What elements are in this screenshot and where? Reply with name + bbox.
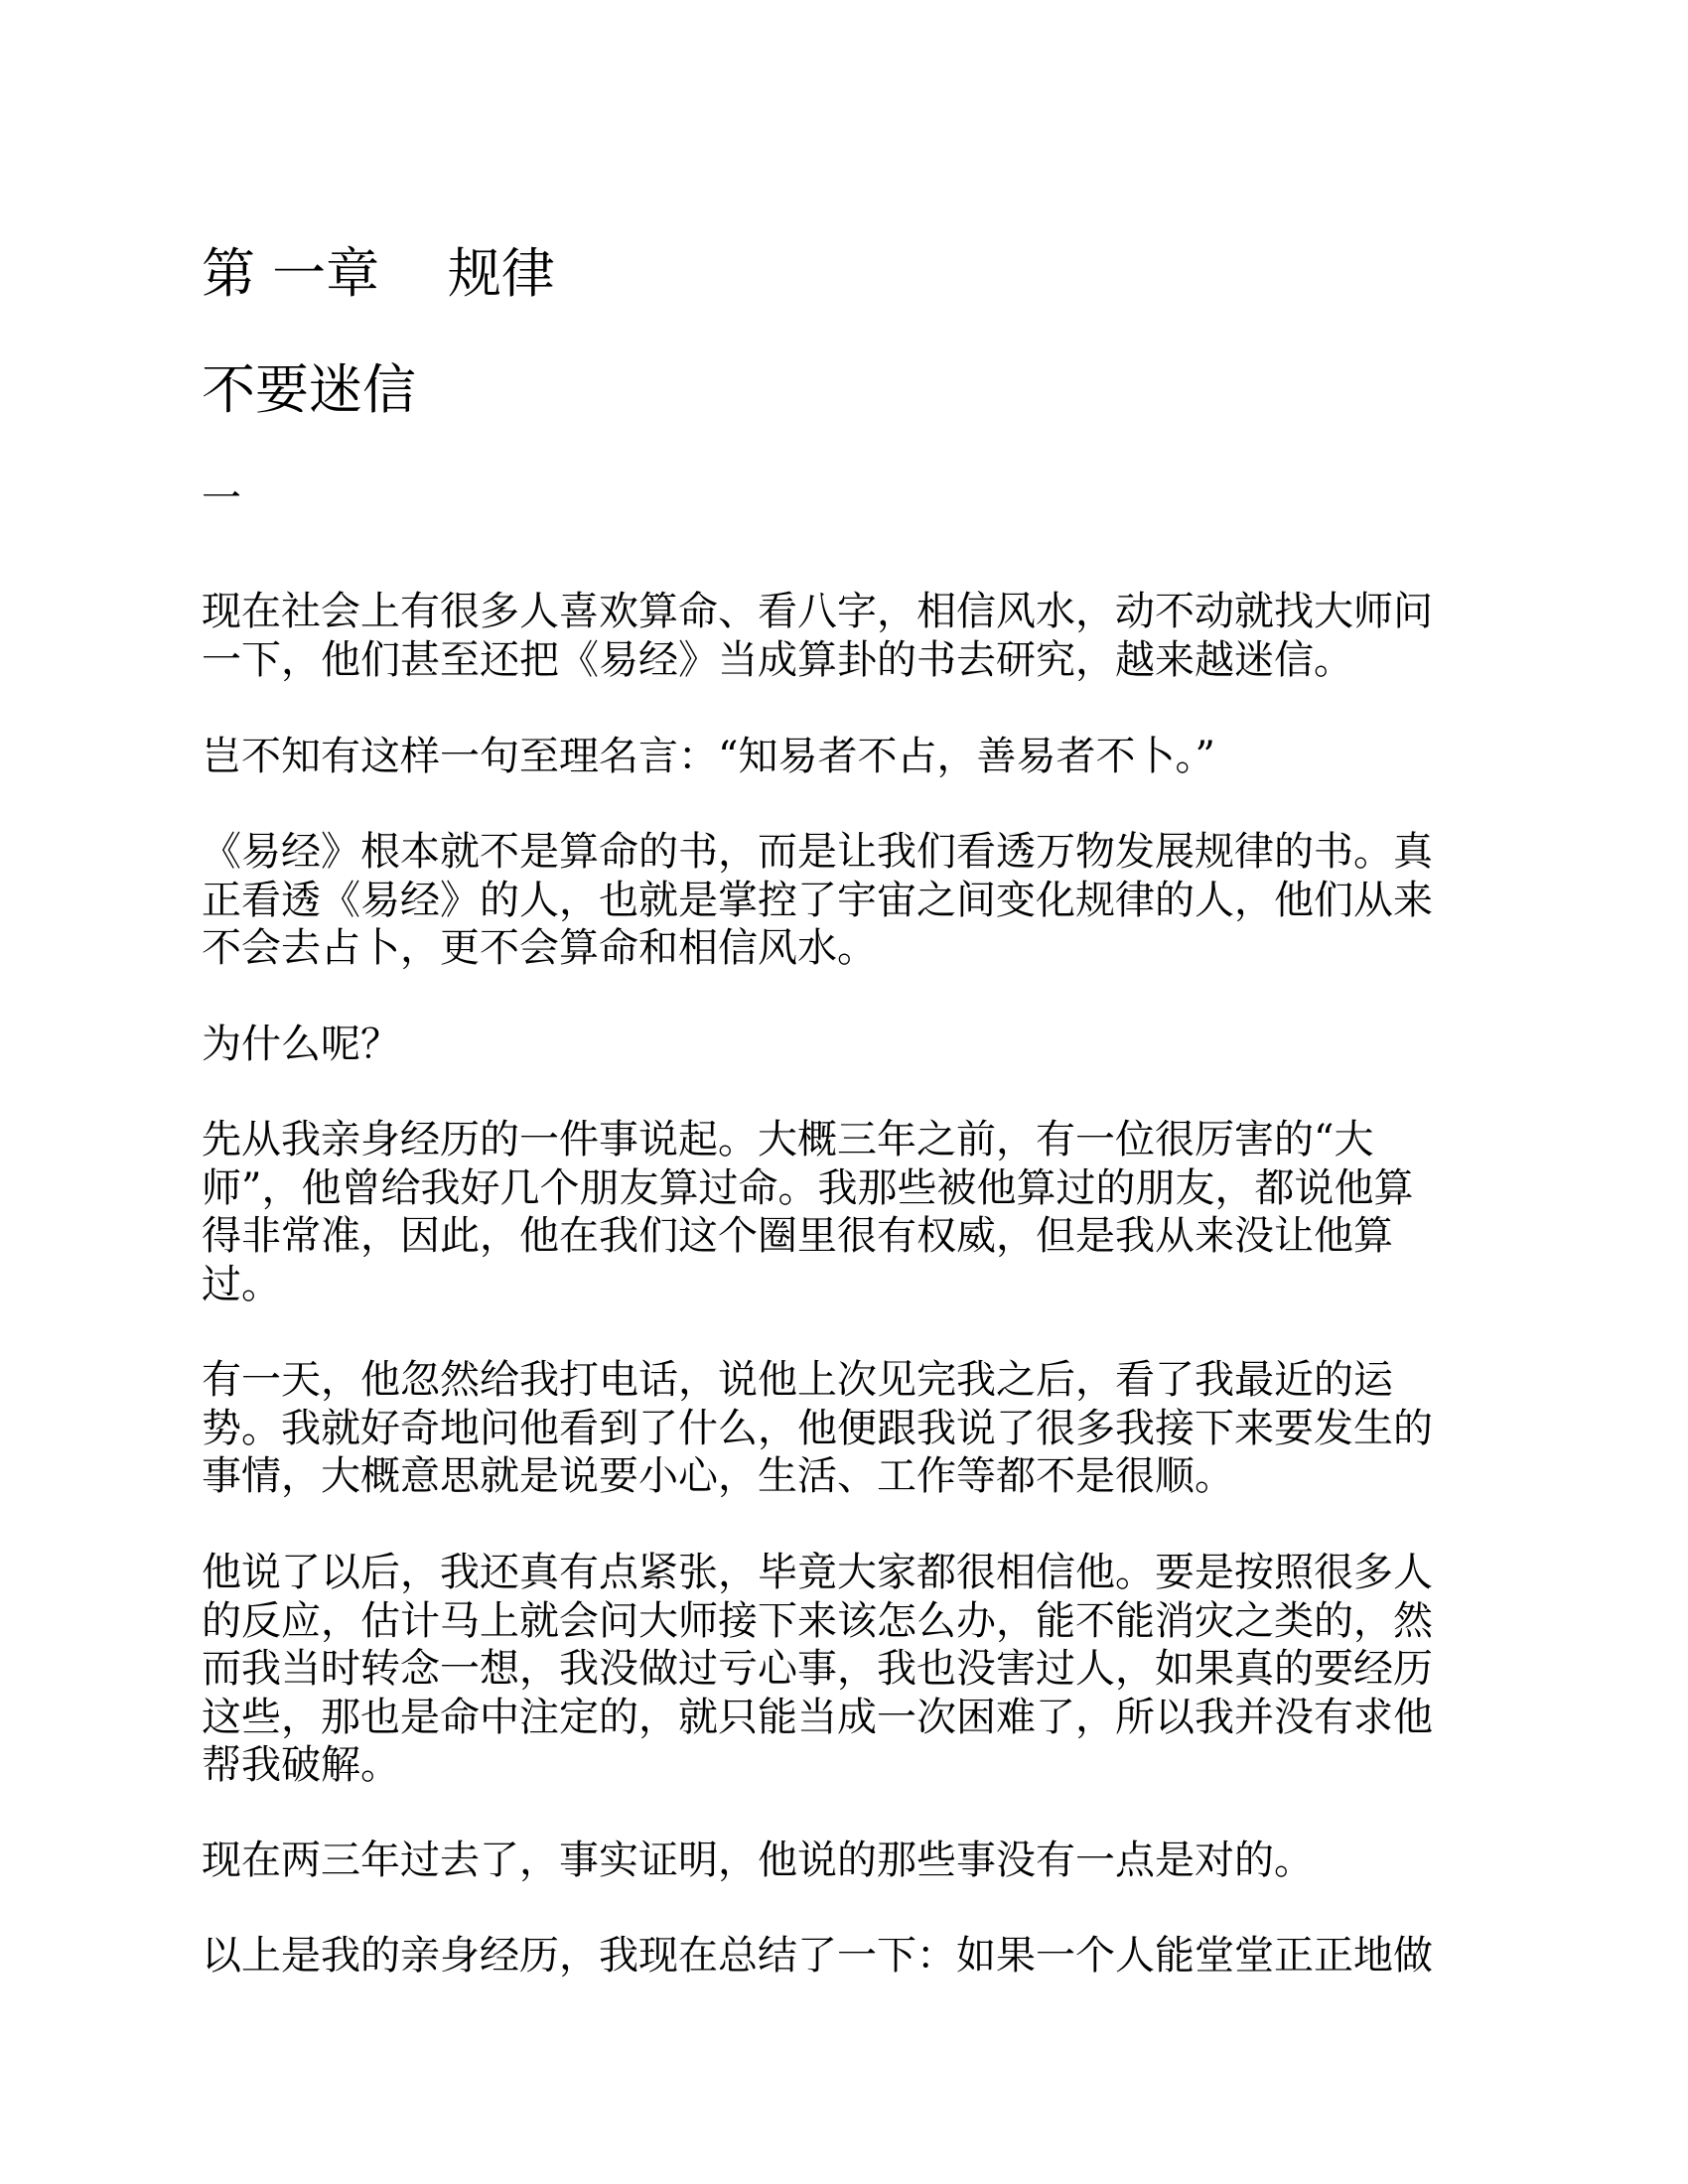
text-line: 《易经》根本就不是算命的书，而是让我们看透万物发展规律的书。真 — [202, 829, 1433, 875]
paragraph-6 — [202, 1356, 1492, 1501]
text-line: 得非常准，因此，他在我们这个圈里很有权威，但是我从来没让他算 — [202, 1213, 1393, 1259]
text-line: 过。 — [202, 1261, 281, 1307]
text-line: 不会去占卜，更不会算命和相信风水。 — [202, 925, 877, 971]
text-line: 现在两三年过去了，事实证明，他说的那些事没有一点是对的。 — [202, 1838, 1314, 1883]
text-line: 以上是我的亲身经历，我现在总结了一下：如果一个人能堂堂正正地做 — [202, 1933, 1433, 1979]
section-number: 一 — [202, 476, 241, 521]
text-line: 事情，大概意思就是说要小心，生活、工作等都不是很顺。 — [202, 1453, 1234, 1499]
paragraph-3 — [202, 828, 1492, 973]
paragraph-2 — [202, 733, 1492, 781]
text-line: 岂不知有这样一句至理名言：“知易者不占，善易者不卜。” — [202, 734, 1215, 779]
text-line: 势。我就好奇地问他看到了什么，他便跟我说了很多我接下来要发生的 — [202, 1405, 1433, 1451]
text-line: 先从我亲身经历的一件事说起。大概三年之前，有一位很厉害的“大 — [202, 1117, 1374, 1162]
text-line: 现在社会上有很多人喜欢算命、看八字，相信风水，动不动就找大师问 — [202, 589, 1433, 634]
text-line: 为什么呢？ — [202, 1022, 400, 1067]
text-line: 师”，他曾给我好几个朋友算过命。我那些被他算过的朋友，都说他算 — [202, 1164, 1414, 1211]
paragraph-4 — [202, 1021, 1492, 1069]
text-line: 这些，那也是命中注定的，就只能当成一次困难了，所以我并没有求他 — [202, 1694, 1433, 1740]
chapter-title: 第 一章 规律 — [202, 242, 555, 305]
text-line: 的反应，估计马上就会问大师接下来该怎么办，能不能消灾之类的，然 — [202, 1597, 1433, 1644]
section-title: 不要迷信 — [202, 358, 416, 421]
paragraph-1 — [202, 588, 1492, 684]
text-line: 而我当时转念一想，我没做过亏心事，我也没害过人，如果真的要经历 — [202, 1646, 1433, 1692]
paragraph-5 — [202, 1116, 1492, 1308]
text-line: 有一天，他忽然给我打电话，说他上次见完我之后，看了我最近的运 — [202, 1357, 1393, 1403]
paragraph-8 — [202, 1837, 1492, 1885]
paragraph-9 — [202, 1932, 1492, 1980]
text-line: 帮我破解。 — [202, 1742, 400, 1788]
text-line: 正看透《易经》的人，也就是掌控了宇宙之间变化规律的人，他们从来 — [202, 877, 1433, 923]
text-line: 他说了以后，我还真有点紧张，毕竟大家都很相信他。要是按照很多人 — [202, 1550, 1433, 1595]
text-line: 一下，他们甚至还把《易经》当成算卦的书去研究，越来越迷信。 — [202, 636, 1353, 683]
paragraph-7 — [202, 1549, 1492, 1790]
